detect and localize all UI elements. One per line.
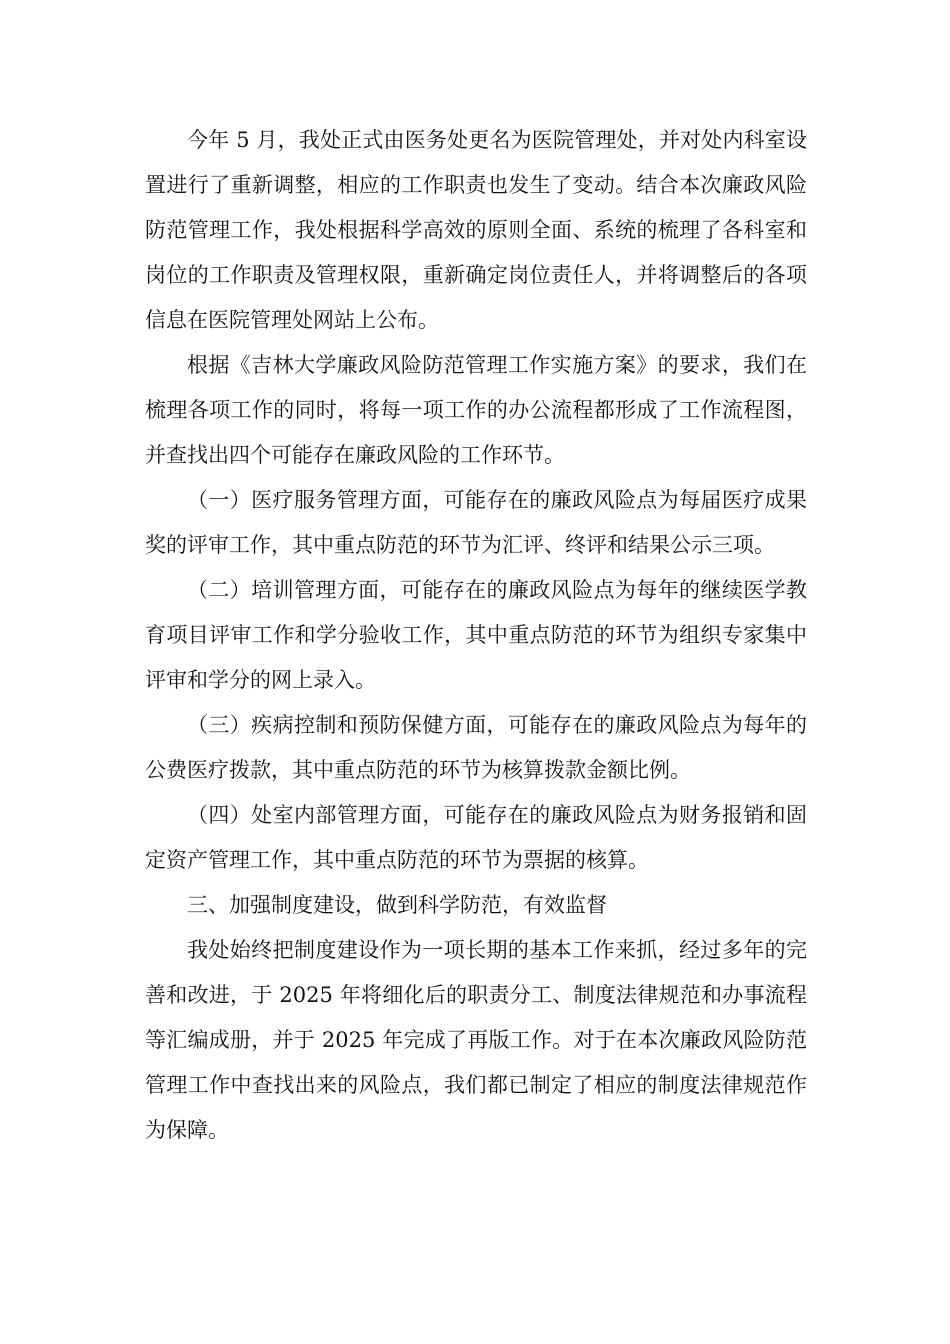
paragraph-item-one: （一）医疗服务管理方面，可能存在的廉政风险点为每届医疗成果奖的评审工作，其中重点防范的环节为汇评、终评和结果公示三项。 [145, 488, 807, 557]
document-body [145, 118, 807, 1153]
paragraph-workflow-review: 根据《吉林大学廉政风险防范管理工作实施方案》的要求，我们在梳理各项工作的同时，将每一项工作的办公流程都形成了工作流程图，并查找出四个可能存在廉政风险的工作环节。 [145, 353, 807, 467]
paragraph-item-three: （三）疾病控制和预防保健方面，可能存在的廉政风险点为每年的公费医疗拨款，其中重点防范的环节为核算拨款金额比例。 [145, 713, 807, 782]
section-heading-three: 三、加强制度建设，做到科学防范，有效监督 [187, 893, 607, 917]
paragraph-rename-announcement: 今年 5 月，我处正式由医务处更名为医院管理处，并对处内科室设置进行了重新调整，相应的工作职责也发生了变动。结合本次廉政风险防范管理工作，我处根据科学高效的原则全面、系统的梳理了各科室和岗位的工作职责及管理权限，重新确定岗位责任人，并将调整后的各项信息在医院管理处网站上公布。 [145, 128, 807, 332]
paragraph-item-two: （二）培训管理方面，可能存在的廉政风险点为每年的继续医学教育项目评审工作和学分验收工作，其中重点防范的环节为组织专家集中评审和学分的网上录入。 [145, 578, 807, 692]
paragraph-system-building: 我处始终把制度建设作为一项长期的基本工作来抓，经过多年的完善和改进，于 2025 年将细化后的职责分工、制度法律规范和办事流程等汇编成册，并于 2025 年完成了再版工作。对于在本次廉政风险防范管理工作中查找出来的风险点，我们都已制定了相应的制度法律规范作为保障。 [145, 938, 807, 1142]
paragraph-item-four: （四）处室内部管理方面，可能存在的廉政风险点为财务报销和固定资产管理工作，其中重点防范的环节为票据的核算。 [145, 803, 807, 872]
